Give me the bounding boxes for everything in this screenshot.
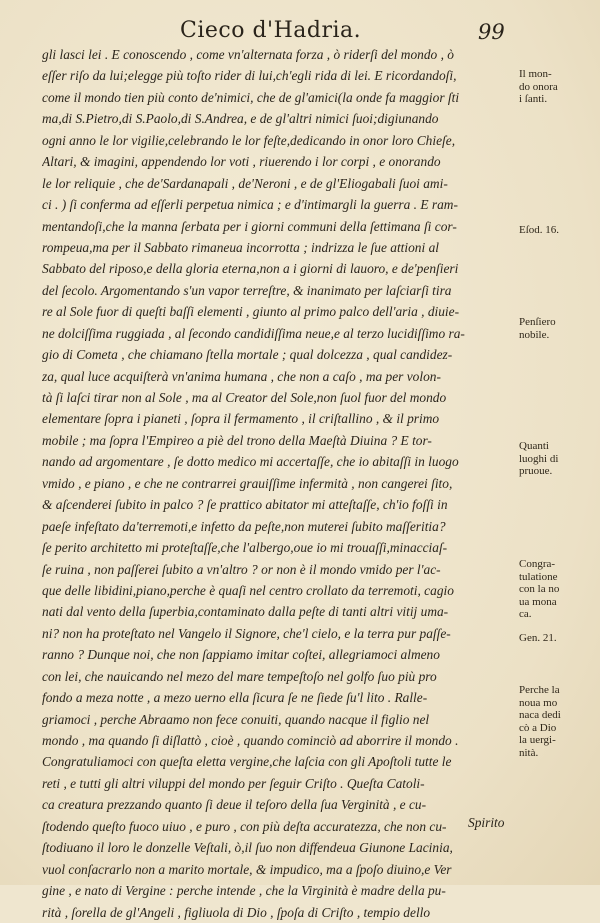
text-line: mondo , ma quando ſi diſlattò , cioè , quando cominciò ad aborrire il mondo . (42, 733, 459, 748)
text-line: ſtodiuano il loro le donzelle Veſtali, ò,il ſuo non diffendeua Giunone Lacinia, (42, 840, 453, 856)
margin-note-line: Congra- (519, 558, 556, 570)
margin-note-line: naca dedi (519, 709, 561, 721)
margin-note-line: i ſanti. (519, 93, 548, 105)
margin-note-line: ua mona (519, 595, 557, 608)
text-line: ogni anno le lor vigilie,celebrando le lor feſte,dedicando in onor loro Chieſe, (42, 132, 456, 148)
text-line: elementare ſopra i pianeti , ſopra il fermamento , il criſtallino , & il primo (42, 411, 440, 427)
margin-note-luoghi (519, 440, 593, 478)
margin-note-line: la uergi- (519, 734, 556, 746)
text-line: ranno ? Dunque noi, che non ſappiamo imitar coſtei, allegriamoci almeno (42, 647, 440, 663)
text-line: ne dolciſſima ruggiada , al ſecondo candidiſſima neue,e al terzo lucidiſſimo ra- (42, 325, 465, 341)
text-line: le lor reliquie , che de'Sardanapali , de'Neroni , e de gl'Eliogabali ſuoi ami- (42, 175, 448, 191)
margin-note-verginita (519, 684, 593, 759)
text-line: gli lasci lei . E conoscendo , come vn'alternata forza , ò riderſi del mondo , ò (42, 47, 454, 62)
text-line: vuol conſacrarlo non a marito mortale, & impudico, ma a ſpoſo diuino,e Ver (42, 861, 452, 877)
margin-note-line: cò a Dio (519, 721, 557, 734)
text-line: griamoci , perche Abraamo non fece conuiti, quando nacque il figlio nel (42, 711, 430, 727)
text-line: ma,di S.Pietro,di S.Paolo,di S.Andrea, e de gl'altri nimici ſuoi;digiunando (42, 111, 439, 127)
page-number: 99 (478, 20, 505, 44)
margin-note-line: luoghi di (519, 452, 559, 465)
text-line: Congratuliamoci con queſta eletta vergine,che laſcia con gli Apoſtoli tutte le (42, 754, 452, 770)
text-line: mentandoſi,che la manna ſerbata per i giorni communi della ſettimana ſi cor- (42, 218, 457, 234)
text-line: ſe ruina , non paſſerei ſubito a vn'altro ? or non è il mondo vmido per l'ac- (42, 561, 441, 577)
margin-note-line: Perche la (519, 684, 560, 696)
text-line: reti , e tutti gli altri viluppi del mondo per ſeguir Criſto . Queſta Catoli- (42, 775, 425, 791)
running-title: Cieco d'Hadria. (180, 18, 362, 43)
text-line: re al Sole fuor di queſti baſſi elementi , giunto al primo palco dell'aria , diuie- (42, 304, 460, 320)
margin-note-line: Penſiero (519, 316, 556, 328)
margin-note-line: Il mon- (519, 68, 552, 80)
margin-note-santi (519, 68, 593, 106)
text-line: ni? non ha proteſtato nel Vangelo il Signore, che'l cielo, e la terra pur paſſe- (42, 625, 451, 641)
text-line: & aſcenderei ſubito in palco ? ſe prattico abitator mi atteſtaſſe, ch'io foſſi in (42, 497, 448, 513)
text-line: eſſer riſo da lui;elegge più toſto rider di lui,ch'egli rida di lei. E ricordandoſi, (42, 68, 457, 84)
margin-note-congratulatione (519, 558, 593, 621)
text-line: za, qual luce acquiſterà vn'anima humana , che non a caſo , ma per volon- (42, 368, 441, 384)
text-line: nati dal vento della ſuperbia,contaminato dalla peſte di tanti altri vitij uma- (42, 604, 449, 620)
text-line: ci . ) ſi conferma ad eſſerli perpetua nimica ; e d'intimargli la guerra . E ram- (42, 197, 458, 213)
margin-note-line: tulatione (519, 570, 558, 583)
margin-note-line: Gen. 21. (519, 632, 557, 644)
margin-note-line: con la no (519, 583, 560, 595)
text-line: rompeua,ma per il Sabbato rimaneua incorrotta ; indrizza le ſue attioni al (42, 239, 439, 255)
text-line: tà ſi laſci tirar non al Sole , ma al Creator del Sole,non ſuol fuor del mondo (42, 390, 447, 405)
text-line: ca creatura prezzando quanto ſi deue il teſoro della ſua Verginità , e cu- (42, 797, 427, 813)
text-line: gine , e nato di Vergine : perche intende , che la Virginità è madre della pu- (42, 883, 446, 899)
catchword: Spirito (468, 815, 505, 830)
margin-note-line: noua mo (519, 696, 558, 709)
text-line: ſe perito architetto mi proteſtaſſe,che l'albergo,oue io mi trouaſſi,minacciaſ- (42, 540, 448, 556)
running-head (0, 14, 600, 44)
margin-note-line: Quanti (519, 440, 549, 452)
margin-note-line: ca. (519, 608, 532, 620)
text-line: con lei, che nauicando nel mezo del mare tempeſtoſo nel golfo ſuo più pro (42, 668, 437, 684)
text-line: gio di Cometa , che chiamano ſtella mortale ; qual dolcezza , qual candidez- (42, 347, 453, 363)
margin-note-line: nità. (519, 746, 539, 759)
margin-note-line: do onora (519, 80, 558, 93)
text-line: vmido , e piano , e che ne contrarrei grauiſſime infermità , non cangerei ſito, (42, 475, 453, 491)
text-line: come il mondo tien più conto de'nimici, che de gl'amici(la onde fa maggior ſti (42, 89, 460, 105)
text-line: Sabbato del riposo,e della gloria eterna,non a i giorni di lauoro, e de'penſieri (42, 261, 459, 277)
text-line: mobile ; ma ſopra l'Empireo a piè del trono della Maeſtà Diuina ? E tor- (42, 432, 432, 448)
text-line: fondo a meza notte , a mezo uerno ella ſicura ſe ne ſiede ſu'l lito . Ralle- (42, 690, 428, 706)
text-line: Altari, & imagini, appendendo lor voti , riuerendo i lor corpi , e onorando (42, 154, 441, 170)
margin-note-pensiero (519, 316, 593, 341)
text-line: paeſe infeſtato da'terremoti,e infetto da peſte,non muterei ſubito maſſeritia? (42, 518, 446, 534)
margin-note-line: Eſod. 16. (519, 224, 560, 236)
text-line: del ſecolo. Argomentando s'un vapor terreſtre, & inanimato per laſciarſi tira (42, 282, 452, 298)
text-line: que delle libidini,piano,perche è quaſi nel centro crollato da terremoti, cagio (42, 582, 454, 598)
margin-note-exodus (519, 224, 593, 237)
text-line: rità , ſorella de gl'Angeli , figliuola di Dio , ſpoſa di Criſto , tempio dello (42, 904, 431, 920)
text-line: nando ad argomentare , ſe dotto medico mi accertaſſe, che io abitaſſi in luogo (42, 454, 459, 470)
margin-note-line: pruoue. (519, 465, 553, 477)
text-line: ſtodendo queſto fuoco uiuo , e puro , con più deſta accuratezza, che non cu- (42, 818, 447, 834)
margin-note-line: nobile. (519, 328, 550, 341)
body-text (42, 44, 512, 923)
margin-note-genesis (519, 632, 593, 645)
